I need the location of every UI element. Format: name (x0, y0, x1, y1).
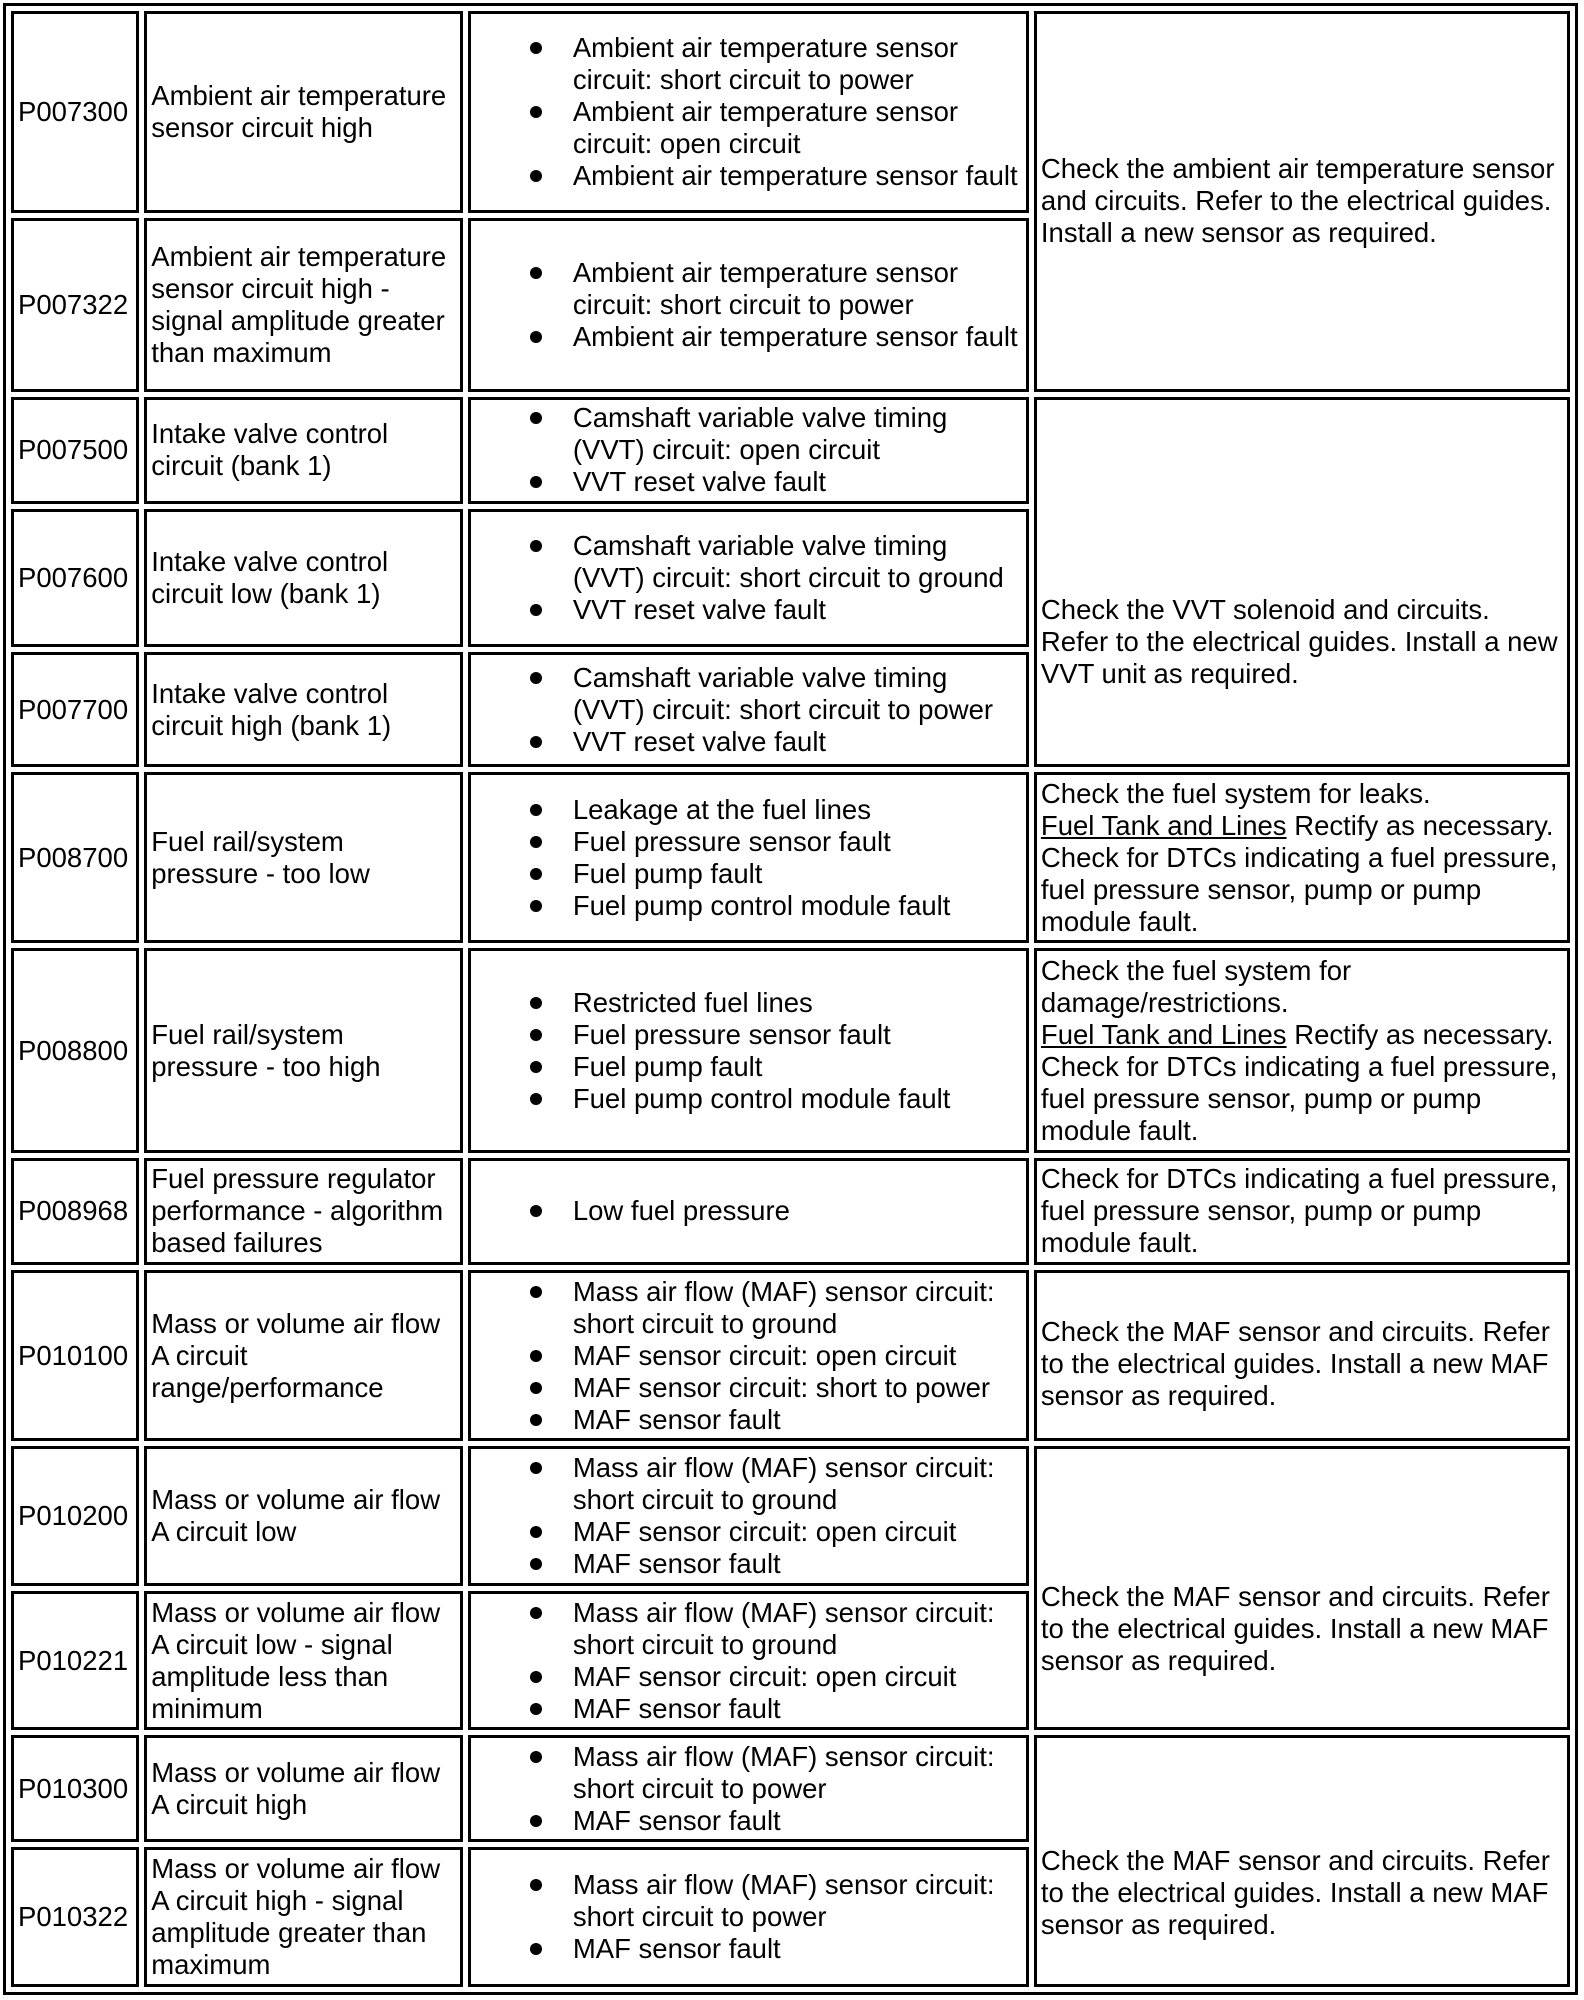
dtc-description: Fuel rail/system pressure - too low (144, 772, 463, 944)
table-row (11, 772, 1570, 944)
cause-item: Leakage at the fuel lines (573, 794, 1022, 826)
possible-causes (468, 652, 1029, 766)
dtc-code: P010322 (11, 1847, 139, 1987)
cause-item: MAF sensor fault (573, 1933, 1022, 1965)
action-maf-low: Check the MAF sensor and circuits. Refer to the electrical guides. Install a new MAF sensor as required. (1034, 1446, 1570, 1730)
table-row (11, 11, 1570, 213)
cause-item: Ambient air temperature sensor fault (573, 321, 1022, 353)
cause-item: Low fuel pressure (573, 1195, 1022, 1227)
possible-causes (468, 1591, 1029, 1730)
cause-item: Ambient air temperature sensor circuit: open circuit (573, 96, 1022, 160)
cause-item: Restricted fuel lines (573, 987, 1022, 1019)
possible-causes (468, 509, 1029, 647)
action-fuel-regulator: Check for DTCs indicating a fuel pressure, fuel pressure sensor, pump or pump module fault. (1034, 1158, 1570, 1265)
cause-item: MAF sensor circuit: open circuit (573, 1661, 1022, 1693)
cause-item: VVT reset valve fault (573, 466, 1022, 498)
cause-item: Mass air flow (MAF) sensor circuit: short circuit to power (573, 1869, 1022, 1933)
dtc-table (3, 3, 1578, 1995)
cause-item: Camshaft variable valve timing (VVT) circuit: short circuit to power (573, 662, 1022, 726)
dtc-code: P010300 (11, 1735, 139, 1842)
dtc-code: P007600 (11, 509, 139, 647)
cause-item: Fuel pump control module fault (573, 890, 1022, 922)
possible-causes (468, 11, 1029, 213)
dtc-code: P010221 (11, 1591, 139, 1730)
cause-item: Camshaft variable valve timing (VVT) circuit: short circuit to ground (573, 530, 1022, 594)
cause-item: Fuel pump fault (573, 1051, 1022, 1083)
possible-causes (468, 948, 1029, 1152)
action-fuel-low (1034, 772, 1570, 944)
cause-item: MAF sensor fault (573, 1805, 1022, 1837)
table-row (11, 1270, 1570, 1442)
cause-item: Fuel pressure sensor fault (573, 826, 1022, 858)
dtc-description: Mass or volume air flow A circuit high - signal amplitude greater than maximum (144, 1847, 463, 1987)
dtc-code: P008700 (11, 772, 139, 944)
dtc-description: Intake valve control circuit high (bank 1) (144, 652, 463, 766)
possible-causes (468, 397, 1029, 504)
cause-item: Mass air flow (MAF) sensor circuit: short circuit to ground (573, 1597, 1022, 1661)
action-fuel-high (1034, 948, 1570, 1152)
dtc-code: P007500 (11, 397, 139, 504)
cause-item: Mass air flow (MAF) sensor circuit: short circuit to ground (573, 1276, 1022, 1340)
cause-item: MAF sensor circuit: short to power (573, 1372, 1022, 1404)
cause-item: Mass air flow (MAF) sensor circuit: short circuit to ground (573, 1452, 1022, 1516)
possible-causes (468, 1446, 1029, 1585)
dtc-code: P007300 (11, 11, 139, 213)
cause-item: Fuel pump fault (573, 858, 1022, 890)
cause-item: Camshaft variable valve timing (VVT) circuit: open circuit (573, 402, 1022, 466)
possible-causes (468, 1735, 1029, 1842)
action-ambient: Check the ambient air temperature sensor and circuits. Refer to the electrical guides. Install a new sensor as required. (1034, 11, 1570, 392)
action-fuel-high-intro: Check the fuel system for damage/restrictions. (1040, 954, 1352, 1018)
cause-item: Fuel pressure sensor fault (573, 1019, 1022, 1051)
cause-item: MAF sensor circuit: open circuit (573, 1340, 1022, 1372)
possible-causes (468, 772, 1029, 944)
cause-item: VVT reset valve fault (573, 726, 1022, 758)
dtc-description: Mass or volume air flow A circuit high (144, 1735, 463, 1842)
table-row (11, 1158, 1570, 1265)
cause-item: Fuel pump control module fault (573, 1083, 1022, 1115)
cause-item: Ambient air temperature sensor fault (573, 160, 1022, 192)
dtc-description: Intake valve control circuit (bank 1) (144, 397, 463, 504)
possible-causes (468, 1270, 1029, 1442)
cause-item: Ambient air temperature sensor circuit: short circuit to power (573, 257, 1022, 321)
cause-item: MAF sensor fault (573, 1404, 1022, 1436)
dtc-code: P008800 (11, 948, 139, 1152)
possible-causes (468, 1847, 1029, 1987)
dtc-description: Mass or volume air flow A circuit low - signal amplitude less than minimum (144, 1591, 463, 1730)
dtc-description: Ambient air temperature sensor circuit high - signal amplitude greater than maximum (144, 218, 463, 392)
cause-item: MAF sensor circuit: open circuit (573, 1516, 1022, 1548)
cause-item: VVT reset valve fault (573, 594, 1022, 626)
dtc-description: Ambient air temperature sensor circuit high (144, 11, 463, 213)
action-maf-high: Check the MAF sensor and circuits. Refer to the electrical guides. Install a new MAF sensor as required. (1034, 1735, 1570, 1987)
dtc-description: Mass or volume air flow A circuit range/performance (144, 1270, 463, 1442)
dtc-code: P008968 (11, 1158, 139, 1265)
possible-causes (468, 1158, 1029, 1265)
dtc-description: Fuel rail/system pressure - too high (144, 948, 463, 1152)
possible-causes (468, 218, 1029, 392)
dtc-code: P007322 (11, 218, 139, 392)
cause-item: MAF sensor fault (573, 1548, 1022, 1580)
action-vvt: Check the VVT solenoid and circuits. Refer to the electrical guides. Install a new VVT unit as required. (1034, 397, 1570, 767)
action-fuel-high-text: Rectify as necessary. Check for DTCs indicating a fuel pressure, fuel pressure sensor, pump or pump module fault. (1040, 1018, 1558, 1146)
cause-item: MAF sensor fault (573, 1693, 1022, 1725)
action-fuel-low-intro: Check the fuel system for leaks. (1040, 777, 1431, 809)
cause-item: Ambient air temperature sensor circuit: short circuit to power (573, 32, 1022, 96)
table-row (11, 1735, 1570, 1842)
table-row (11, 1446, 1570, 1585)
dtc-description: Fuel pressure regulator performance - algorithm based failures (144, 1158, 463, 1265)
table-row (11, 948, 1570, 1152)
cause-item: Mass air flow (MAF) sensor circuit: short circuit to power (573, 1741, 1022, 1805)
fuel-tank-and-lines-link[interactable]: Fuel Tank and Lines (1040, 1018, 1287, 1050)
fuel-tank-and-lines-link[interactable]: Fuel Tank and Lines (1040, 809, 1287, 841)
dtc-description: Mass or volume air flow A circuit low (144, 1446, 463, 1585)
dtc-code: P010200 (11, 1446, 139, 1585)
dtc-description: Intake valve control circuit low (bank 1) (144, 509, 463, 647)
dtc-code: P007700 (11, 652, 139, 766)
dtc-code: P010100 (11, 1270, 139, 1442)
table-row (11, 397, 1570, 504)
action-fuel-low-text: Rectify as necessary. Check for DTCs indicating a fuel pressure, fuel pressure sensor, pump or pump module fault. (1040, 809, 1558, 937)
action-maf-range: Check the MAF sensor and circuits. Refer to the electrical guides. Install a new MAF sensor as required. (1034, 1270, 1570, 1442)
